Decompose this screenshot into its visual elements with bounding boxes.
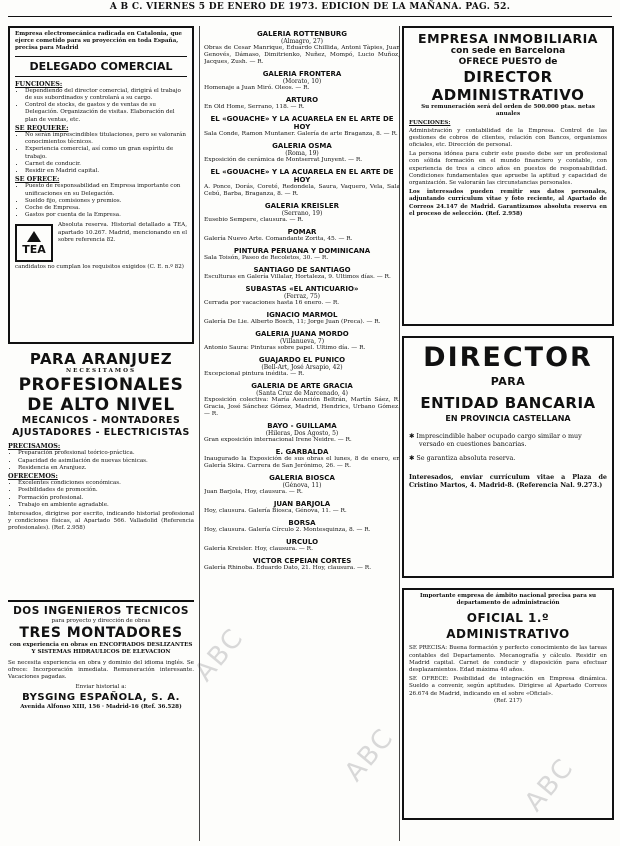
list-item: • Residencia en Aranjuez. [18,465,194,472]
gallery-title: EL «GOUACHE» Y LA ACUARELA EN EL ARTE DE HOY [210,115,394,131]
aranjuez-ajustadores: AJUSTADORES - ELECTRICISTAS [12,427,190,439]
empresa-funciones-label: FUNCIONES: [409,120,451,127]
gallery-listing [204,519,400,534]
aranjuez-mecanicos: MECANICOS - MONTADORES [21,415,181,427]
gallery-description: Inaugurado la Exposición de sus obras el lunes, 8 de enero, en Galería Skira. Carrera de San Jerónimo, 26. — R. [204,456,400,469]
empresa-title: EMPRESA INMOBILIARIA [418,31,598,46]
oficial-title: OFICIAL 1.º ADMINISTRATIVO [446,611,570,642]
gallery-address: (Serrano, 19) [281,210,323,217]
gallery-description: Galería De Lie. Alberto Bosch, 11; Jorge Juan (Preca). — R. [204,319,381,325]
delegado-ad [8,26,194,344]
gallery-listing [204,382,400,418]
gallery-listing [204,30,400,66]
empresa-ad [402,26,614,326]
delegado-title: DELEGADO COMERCIAL [29,59,173,73]
gallery-description: Antonio Saura: Pinturas sobre papel. Ultimo día. — R. [204,345,366,351]
column-rule [199,26,200,841]
column-right [402,26,614,844]
gallery-listing [204,538,400,553]
gallery-listing [204,168,400,198]
gallery-description: Esculturas en Galería Villalar, Hortaleza, 9. Ultimos días. — R. [204,274,391,280]
gallery-title: GALERIA FRONTERA [262,70,342,78]
gallery-title: JUAN BARJOLA [273,500,331,508]
gallery-description: En Old Home, Serrano, 118. — R. [204,104,305,110]
bullet-text: Imprescindible haber ocupado cargo similar o muy versado en cuestiones bancarias. [416,432,582,449]
gallery-title: PINTURA PERUANA Y DOMINICANA [233,247,371,255]
ingenieros-closing: Enviar historial a: [75,684,127,691]
gallery-address: (Ferraz, 75) [284,293,320,300]
list-item: • Capacidad de asimilación de nuevas técnicas. [18,458,194,465]
gallery-listing [204,142,400,164]
page-header: A B C. VIERNES 5 DE ENERO DE 1973. EDICION DE LA MAÑANA. PAG. 52. [109,2,511,12]
empresa-body: La persona idónea para cubrir este puesto debe ser un profesional con sólida formación en el mundo financiero y contable, con experiencia de tres a cinco años en puestos de responsabilidad. Condiciones fundamentales que apruebe la aptitud y capacidad de organización. Se valorarán las circunstancias personales. [409,151,607,187]
gallery-title: ARTURO [285,96,319,104]
funciones-list [15,88,187,124]
gallery-title: GUAJARDO EL PUNICO [258,356,346,364]
empresa-funciones: Administración y contabilidad de la Empresa. Control de las gestiones de cobros de clientes, relación con Bancos, organismos oficiales, etc. Dirección de personal. [409,127,607,149]
list-item: • Control de stocks, de gastos y de ventas de su Delegación. Organización de visitas. Elaboración del plan de ventas, etc. [25,102,187,124]
gallery-listing [204,266,400,281]
empresa-remuneracion: Su remuneración será del orden de 500.000 ptas. netas anuales [421,104,595,118]
precisamos-label: PRECISAMOS: [8,442,61,451]
gallery-title: GALERIA DE ARTE GRACIA [251,382,353,390]
gallery-description: Hoy, clausura. Galería Círculo 2. Montesquinza, 8. — R. [204,527,371,533]
delegado-note: candidatos no cumplan los requisitos exigidos (C. E. n.º 82) [15,264,184,271]
gallery-title: GALERIA KREISLER [264,202,340,210]
gallery-address: (Bell-Art, José Arsapio, 42) [261,364,343,371]
gallery-title: SANTIAGO DE SANTIAGO [253,266,351,274]
aranjuez-closing: Interesados, dirigirse por escrito, indicando historial profesional y condiciones físicas, al Apartado 566. Valladolid (Referencia profesionales). (Ref. 2.958) [8,511,194,532]
gallery-address: (Génova, 11) [282,482,322,489]
ofrecemos-list [8,480,194,509]
delegado-intro: Empresa electromecánica radicada en Catalonia, que ejerce cometido para su proyección en toda España, precisa para Madrid [15,31,182,52]
gallery-listing [204,330,400,352]
requiere-list [15,132,187,175]
director-ad [402,336,614,578]
gallery-listing [204,448,400,470]
montadores-title: TRES MONTADORES [19,625,183,642]
ingenieros-title: DOS INGENIEROS TECNICOS [13,605,189,617]
column-rule [399,26,400,841]
director-provincia: EN PROVINCIA CASTELLANA [445,414,571,423]
bullet-text: Se garantiza absoluta reserva. [416,454,516,463]
watermark: ABC [339,722,401,788]
tea-logo [15,224,53,262]
list-item: • No serán imprescindibles titulaciones, pero se valorarán conocimientos técnicos. [25,132,187,146]
ingenieros-sub: para proyecto y dirección de obras [51,618,151,624]
gallery-listing [204,311,400,326]
delegado-closing: Absoluta reserva. Historial detallado a TEA, apartado 10.267. Madrid, mencionando en el sobre referencia 82. [58,222,187,243]
list-item: • Posibilidades de promoción. [18,487,194,494]
watermark: ABC [519,752,581,818]
asterisk-icon: ✱ [409,432,417,440]
gallery-listing [204,422,400,444]
gallery-description: Excepcional pintura inédita. — R. [204,371,305,377]
list-item: • Gastos por cuenta de la Empresa. [25,212,187,219]
gallery-address: (Hileras, Dos Agosto, 5) [265,430,339,437]
gallery-listing [204,228,400,243]
ofrece-label: SE OFRECE: [15,175,60,184]
list-item: • Puesto de responsabilidad en Empresa importante con unificaciones en su Delegación. [25,183,187,197]
asterisk-icon: ✱ [409,454,417,463]
gallery-listing [204,115,400,138]
gallery-description: Sala Conde, Ramon Muntaner. Galería de arte Braganza, 8. — R. [204,131,398,137]
gallery-address: (Morato, 10) [282,78,322,85]
gallery-title: BAYO - GUILLAMA [267,422,337,430]
gallery-listing [204,285,400,307]
aranjuez-profesionales: PROFESIONALES [18,375,184,396]
list-item: • Carnet de conducir. [25,161,187,168]
gallery-listing [204,474,400,496]
gallery-description: Galería Kreisler. Hoy, clausura. — R. [204,546,313,552]
director-para: PARA [490,375,526,388]
gallery-title: BORSA [288,519,316,527]
gallery-title: VICTOR CEPEIAN CORTES [252,557,352,565]
gallery-title: URCULO [285,538,319,546]
ofrecemos-label: OFRECEMOS: [8,472,58,481]
gallery-address: (Villanueva, 7) [279,338,325,345]
header-rule [8,16,612,17]
list-item: • Experiencia comercial, así como un gran espíritu de trabajo. [25,146,187,160]
empresa-sede: con sede en Barcelona [450,46,566,56]
empresa-closing: Los interesados pueden remitir sus datos personales, adjuntando currículum vitae y foto reciente, al Apartado de Correos 24.147 de Madrid. Garantizamos absoluta reserva en el proceso de selección. (Ref. 2.958) [409,189,607,217]
gallery-title: GALERIA BIOSCA [269,474,335,482]
list-item: • Sueldo fijo, comisiones y premios. [25,198,187,205]
director-entidad: ENTIDAD BANCARIA [420,394,596,412]
gallery-description: Homenaje a Juan Miró. Oleos. — R. [204,85,310,91]
ingenieros-ad [8,600,194,835]
empresa-director: DIRECTOR [463,68,553,86]
oficial-precisa: SE PRECISA: Buena formación y perfecto conocimiento de las tareas contables del Departamento. Mecanografía y cálculo. Residir en Madrid capital. Carnet de conducir y disposición para efectuar desplazamientos. Edad máxima 40 años. [409,645,607,674]
list-item: • Dependiendo del director comercial, dirigirá el trabajo de sus subordinados y controlará a su cargo. [25,88,187,102]
divider [15,76,187,77]
gallery-address: (Roma, 19) [285,150,319,157]
director-title: DIRECTOR [423,342,593,373]
gallery-title: SUBASTAS «EL ANTICUARIO» [245,285,359,293]
gallery-description: Eusebio Sempere, clausura. — R. [204,217,304,223]
director-closing: Interesados, enviar currículum vitae a Plaza de Cristino Martos, 4. Madrid-8. (Referencia Nal. 9.273.) [409,472,607,489]
gallery-description: Juan Barjola, Hoy, clausura. — R. [204,489,303,495]
watermark: ABC [189,622,251,688]
oficial-ofrece: SE OFRECE: Posibilidad de integración en Empresa dinámica. Sueldo a convenir, según aptitudes. Dirigirse al Apartado Correos 26.674 de Madrid, indicando en el sobre «Oficial». [409,676,607,697]
aranjuez-title: PARA ARANJUEZ [29,350,173,368]
gallery-listing [204,557,400,572]
gallery-title: GALERIA JUANA MORDO [255,330,349,338]
gallery-description: Exposición colectiva: María Asunción Beltrán, Martín Sáez, R. Gracia, José Sánchez Gómez, Madrid, Hendrics, Urbano Gómez. — R. [204,397,400,417]
oficial-intro: Importante empresa de ámbito nacional precisa para su departamento de administración [419,593,597,607]
ingenieros-body: Se necesita experiencia en obra y dominio del idioma inglés. Se ofrece: Incorporación inmediata. Remuneración interesante. Vacaciones pagadas. [8,659,194,681]
gallery-title: EL «GOUACHE» Y LA ACUARELA EN EL ARTE DE HOY [210,168,394,184]
company-name: BYSGING ESPAÑOLA, S. A. [22,692,180,704]
divider [15,56,187,57]
list-item: • Coche de Empresa. [25,205,187,212]
gallery-listing [204,247,400,262]
aranjuez-sub: NECESITAMOS [65,368,137,374]
list-item: • Trabajo en ambiente agradable. [18,502,194,509]
gallery-address: (Almagro, 27) [281,38,323,45]
logo-text: TEA [22,242,46,256]
gallery-description: Hoy, clausura. Galería Biosca, Génova, 11. — R. [204,508,347,514]
aranjuez-ad [8,350,194,596]
list-item: • Formación profesional. [18,495,194,502]
triangle-icon [27,231,41,242]
oficial-ref: (Ref. 217) [494,697,522,704]
gallery-description: Gran exposición internacional Irene Neidre. — R. [204,437,352,443]
empresa-administrativo: ADMINISTRATIVO [431,86,585,104]
gallery-listing [204,96,400,111]
gallery-title: E. GARBALDA [275,448,329,456]
funciones-label: FUNCIONES: [15,79,63,88]
gallery-title: GALERIA ROTTENBURG [256,30,348,38]
aranjuez-nivel: DE ALTO NIVEL [27,395,175,416]
director-bullet-1 [409,432,607,448]
gallery-description: Exposición de cerámica de Montserrat Junyent. — R. [204,157,363,163]
gallery-description: A. Ponce, Dorás, Coreté, Redondela, Saura, Vaquero, Vela, Sala Cebú, Barba, Braganza, 8. — R. [204,184,400,197]
list-item: • Preparación profesional teórico-práctica. [18,450,194,457]
list-item: • Residir en Madrid capital. [25,168,187,175]
company-address: Avenida Alfonso XIII, 156 · Madrid-16 (Ref. 36.528) [20,704,182,711]
gallery-listing [204,202,400,224]
requiere-label: SE REQUIERE: [15,123,69,132]
gallery-listing [204,70,400,92]
list-item: • Excelentes condiciones económicas. [18,480,194,487]
gallery-description: Sala Toisón, Paseo de Recoletos, 30. — R. [204,255,329,261]
column-galleries [204,26,400,844]
gallery-description: Cerrada por vacaciones hasta 16 enero. — R. [204,300,340,306]
gallery-description: Galería Nuevo Arte. Comandante Zorita, 45. — R. [204,236,353,242]
gallery-listing [204,500,400,515]
ofrece-list [15,183,187,219]
precisamos-list [8,450,194,472]
oficial-ad [402,588,614,820]
gallery-description: Obras de Cesar Manrique, Eduardo Chillida, Antoni Tàpies, Juan Genovés, Dámaso, Dimitrienko, Nuñez, Mompó, Lucio Muñoz, Jacques, Zush. — R. [204,45,400,65]
gallery-title: IGNACIO MARMOL [266,311,338,319]
montadores-sub: con experiencia en obras en ENCOFRADOS DESLIZANTES Y SISTEMAS HIDRAULICOS DE ELEVACION [9,642,193,656]
gallery-description: Galería Rhinoba. Eduardo Dato, 21. Hoy, clausura. — R. [204,565,372,571]
gallery-listing [204,356,400,378]
empresa-ofrece: OFRECE PUESTO de [458,57,558,67]
gallery-title: GALERIA OSMA [272,142,332,150]
gallery-address: (Santa Cruz de Marcenado, 4) [256,390,348,397]
gallery-title: POMAR [287,228,317,236]
column-left [8,26,194,844]
director-bullet-2 [409,454,607,462]
